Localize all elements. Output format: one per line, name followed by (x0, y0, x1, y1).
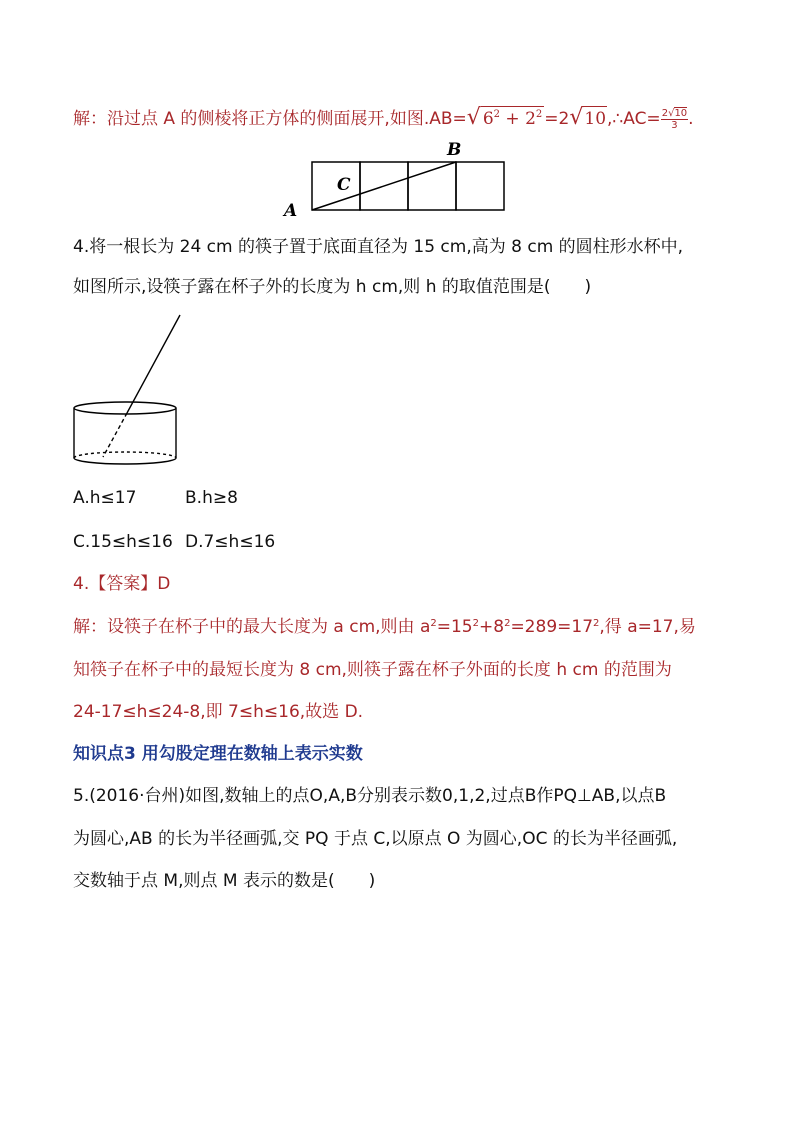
sqrt-expression-2 (569, 107, 607, 130)
exponent: 2 (535, 109, 543, 120)
cylinder-chopstick-figure (68, 312, 188, 472)
diagonal-ab (312, 162, 456, 210)
option-c: C.15≤h≤16 (73, 532, 173, 552)
fraction-denominator: 3 (671, 119, 678, 131)
question-5-line-2: 为圆心,AB 的长为半径画弧,交 PQ 于点 C,以原点 O 为圆心,OC 的长为半径画弧, (73, 829, 678, 849)
label-c: C (337, 175, 351, 195)
exponent: 2 (493, 109, 501, 120)
plus-sign: + (500, 109, 526, 129)
radicand-2: 2 (525, 109, 536, 129)
net-face-4 (456, 162, 504, 210)
sqrt-expression-1 (467, 107, 545, 130)
radicand-10: 10 (583, 106, 607, 129)
radical-sign-2: √ (569, 105, 584, 130)
answer-4-solution-line-2: 知筷子在杯子中的最短长度为 8 cm,则筷子露在杯子外面的长度 h cm 的范围为 (73, 660, 672, 680)
therefore-ac: ,∴AC= (607, 109, 661, 129)
answer-4-label: 4.【答案】D (73, 574, 171, 594)
net-face-3 (408, 162, 456, 210)
question-4-line-2: 如图所示,设筷子露在杯子外的长度为 h cm,则 h 的取值范围是( ) (73, 277, 592, 297)
radicand-6: 6 (482, 109, 494, 129)
cube-net-figure (280, 135, 520, 220)
solution-3-prefix: 解：沿过点 A 的侧棱将正方体的侧面展开,如图.AB= (73, 109, 467, 129)
solution-3-line (73, 107, 694, 131)
equals-two: =2 (544, 109, 570, 129)
question-5-line-3: 交数轴于点 M,则点 M 表示的数是( ) (73, 871, 376, 891)
question-5-line-1: 5.(2016·台州)如图,数轴上的点O,A,B分别表示数0,1,2,过点B作PQ⊥AB,以点B (73, 786, 667, 806)
chopstick-outside (127, 315, 180, 413)
fraction-ac (661, 108, 688, 131)
cylinder-bottom-back (74, 452, 176, 458)
question-4-line-1: 4.将一根长为 24 cm 的筷子置于底面直径为 15 cm,高为 8 cm 的圆柱形水杯中, (73, 237, 684, 257)
section-3-title: 知识点3 用勾股定理在数轴上表示实数 (73, 744, 363, 764)
label-a: A (284, 201, 298, 220)
option-b: B.h≥8 (185, 488, 238, 508)
cylinder-bottom-front (74, 458, 176, 464)
net-face-1 (312, 162, 360, 210)
label-b: B (447, 140, 462, 160)
radical-sign-1: √ (466, 105, 481, 130)
chopstick-inside (103, 413, 127, 457)
cylinder-top-ellipse (74, 402, 176, 414)
answer-4-solution-line-1: 解：设筷子在杯子中的最大长度为 a cm,则由 $a^2=15^2+8^2=289=17^2$,得 a=17,易 (73, 617, 696, 637)
period: . (688, 109, 694, 129)
option-a: A.h≤17 (73, 488, 137, 508)
option-d: D.7≤h≤16 (185, 532, 276, 552)
fraction-numerator: 2√10 (661, 107, 688, 119)
answer-4-solution-line-3: 24-17≤h≤24-8,即 7≤h≤16,故选 D. (73, 702, 364, 722)
